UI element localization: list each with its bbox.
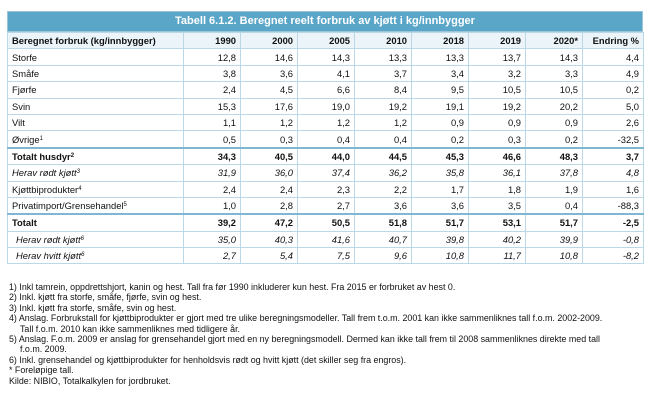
value-cell: 3,7 [583,148,644,165]
value-cell: 3,6 [241,65,298,81]
value-cell: 3,5 [469,197,526,214]
value-cell: 0,4 [526,197,583,214]
value-cell: 0,9 [469,114,526,130]
value-cell: 9,6 [355,248,412,264]
value-cell: 1,0 [184,197,241,214]
header-col: 2010 [355,33,412,49]
value-cell: 10,8 [412,248,469,264]
value-cell: 3,6 [355,197,412,214]
footnote: 2) Inkl. kjøtt fra storfe, småfe, fjørfe, svin og hest. [9,292,202,303]
value-cell: 2,8 [241,197,298,214]
value-cell: 0,2 [526,131,583,148]
value-cell: 12,8 [184,49,241,65]
value-cell: 4,8 [583,165,644,181]
value-cell: 37,8 [526,165,583,181]
footnote-ref: 5 [123,202,127,209]
value-cell: 31,9 [184,165,241,181]
table-row [8,214,644,231]
row-label-text: Småfe [12,67,40,79]
row-label-text: Totalt husdyr [12,150,71,162]
footnote-ref: 1 [39,135,43,142]
footnote-ref: 4 [78,185,82,192]
value-cell: 3,4 [412,65,469,81]
table-row [8,82,644,98]
row-label [8,82,184,98]
row-label [8,181,184,197]
value-cell: 0,9 [412,114,469,130]
row-label-text: Fjørfe [12,84,37,96]
table-row [8,181,644,197]
value-cell: 51,7 [412,214,469,231]
row-label [8,98,184,114]
value-cell: 19,2 [469,98,526,114]
footnote: Tall f.o.m. 2010 kan ikke sammenliknes med tidligere år. [20,323,241,334]
value-cell: 19,1 [412,98,469,114]
value-cell: 1,1 [184,114,241,130]
table-row [8,65,644,81]
value-cell: 3,2 [469,65,526,81]
value-cell: 1,8 [469,181,526,197]
value-cell: 2,4 [184,82,241,98]
value-cell: 1,2 [355,114,412,130]
header-col: 1990 [184,33,241,49]
value-cell: 2,3 [298,181,355,197]
table-row [8,114,644,130]
value-cell: 46,6 [469,148,526,165]
value-cell: 35,0 [184,231,241,247]
value-cell: 1,7 [412,181,469,197]
row-label-text: Svin [12,100,31,112]
table-row [8,148,644,165]
value-cell: 51,7 [526,214,583,231]
value-cell: 3,6 [412,197,469,214]
row-label-text: Totalt [12,217,37,229]
row-label [8,197,184,214]
row-label [8,231,184,247]
value-cell: 37,4 [298,165,355,181]
row-label-text: Herav hvitt kjøtt [16,250,82,262]
row-label-text: Privatimport/Grensehandel [12,200,124,212]
value-cell: 44,5 [355,148,412,165]
table-row [8,248,644,264]
value-cell: 5,4 [241,248,298,264]
header-col: Endring % [583,33,644,49]
value-cell: 1,2 [241,114,298,130]
value-cell: -0,8 [583,231,644,247]
row-label-text: Kjøttbiprodukter [12,183,79,195]
footnote: 3) Inkl. kjøtt fra storfe, småfe, svin og hest. [9,302,177,313]
value-cell: 44,0 [298,148,355,165]
value-cell: 2,7 [184,248,241,264]
table-row [8,197,644,214]
footnote: 1) Inkl tamrein, oppdrettshjort, kanin og hest. Tall fra før 1990 inkluderer kun hest. Fra 2015 er forbruket av hest 0. [9,282,456,292]
footnote: * Foreløpige tall. [9,365,74,376]
value-cell: 50,5 [298,214,355,231]
value-cell: 10,5 [469,82,526,98]
value-cell: 2,2 [355,181,412,197]
value-cell: 45,3 [412,148,469,165]
footnote: 5) Anslag. F.o.m. 2009 er anslag for grensehandel gjort med en ny beregningsmodell. Dermed kan ikke tall frem til 2008 sammenliknes direkte med tall [9,334,600,345]
value-cell: 39,9 [526,231,583,247]
value-cell: 3,3 [526,65,583,81]
value-cell: 40,5 [241,148,298,165]
value-cell: 14,6 [241,49,298,65]
value-cell: 15,3 [184,98,241,114]
value-cell: 8,4 [355,82,412,98]
value-cell: 2,7 [298,197,355,214]
value-cell: 36,2 [355,165,412,181]
value-cell: 35,8 [412,165,469,181]
footnote-ref: 2 [70,152,75,159]
table-body [8,49,644,264]
value-cell: 20,2 [526,98,583,114]
header-col: 2020* [526,33,583,49]
header-label: Beregnet forbruk (kg/innbygger) [8,33,184,49]
row-label-text: Herav rødt kjøtt [16,233,81,245]
value-cell: 36,0 [241,165,298,181]
footnote: 4) Anslag. Forbrukstall for kjøttbiprodukter er gjort med tre ulike beregningsmodeller. Tall frem t.o.m. 2001 kan ikke sammenliknes tall f.o.m. 2002-2009. [9,313,603,324]
table-row [8,98,644,114]
header-row [8,33,644,49]
value-cell: 2,6 [583,114,644,130]
header-col: 2000 [241,33,298,49]
value-cell: -2,5 [583,214,644,231]
value-cell: 53,1 [469,214,526,231]
consumption-table [7,32,644,264]
table-row [8,231,644,247]
row-label [8,165,184,181]
value-cell: 0,2 [412,131,469,148]
value-cell: 2,4 [184,181,241,197]
value-cell: 11,7 [469,248,526,264]
value-cell: 34,3 [184,148,241,165]
value-cell: -88,3 [583,197,644,214]
row-label-text: Øvrige [12,133,40,145]
row-label [8,214,184,231]
value-cell: 40,3 [241,231,298,247]
value-cell: 10,5 [526,82,583,98]
header-col: 2019 [469,33,526,49]
row-label [8,65,184,81]
value-cell: 1,9 [526,181,583,197]
value-cell: 40,2 [469,231,526,247]
row-label [8,131,184,148]
value-cell: 13,3 [355,49,412,65]
value-cell: 48,3 [526,148,583,165]
value-cell: 13,7 [469,49,526,65]
value-cell: 17,6 [241,98,298,114]
value-cell: -32,5 [583,131,644,148]
header-col: 2005 [298,33,355,49]
value-cell: 1,2 [298,114,355,130]
value-cell: 2,4 [241,181,298,197]
value-cell: 0,2 [583,82,644,98]
footnotes [9,282,639,386]
value-cell: 0,9 [526,114,583,130]
value-cell: 7,5 [298,248,355,264]
value-cell: 9,5 [412,82,469,98]
value-cell: 39,8 [412,231,469,247]
value-cell: 19,2 [355,98,412,114]
footnote-ref: 6 [81,252,85,259]
row-label-text: Herav rødt kjøtt [12,167,77,179]
header-col: 2018 [412,33,469,49]
row-label [8,248,184,264]
table-row [8,49,644,65]
value-cell: 4,1 [298,65,355,81]
value-cell: 13,3 [412,49,469,65]
value-cell: 1,6 [583,181,644,197]
value-cell: 36,1 [469,165,526,181]
row-label [8,148,184,165]
value-cell: 19,0 [298,98,355,114]
value-cell: 6,6 [298,82,355,98]
table-row [8,131,644,148]
footnote: 6) Inkl. grensehandel og kjøttbiprodukter for henholdsvis rødt og hvitt kjøtt (det skiller seg fra engros). [9,354,407,365]
value-cell: 4,5 [241,82,298,98]
consumption-table-container [7,11,643,264]
footnote: f.o.m. 2009. [20,344,67,355]
value-cell: 40,7 [355,231,412,247]
row-label [8,114,184,130]
value-cell: 0,5 [184,131,241,148]
value-cell: -8,2 [583,248,644,264]
value-cell: 4,4 [583,49,644,65]
value-cell: 10,8 [526,248,583,264]
table-row [8,165,644,181]
value-cell: 0,3 [469,131,526,148]
value-cell: 0,3 [241,131,298,148]
footnote-ref: 6 [80,235,84,242]
value-cell: 3,8 [184,65,241,81]
value-cell: 39,2 [184,214,241,231]
value-cell: 3,7 [355,65,412,81]
value-cell: 5,0 [583,98,644,114]
value-cell: 14,3 [526,49,583,65]
value-cell: 41,6 [298,231,355,247]
row-label [8,49,184,65]
value-cell: 4,9 [583,65,644,81]
row-label-text: Vilt [12,117,25,129]
row-label-text: Storfe [12,51,38,63]
value-cell: 0,4 [298,131,355,148]
table-title: Tabell 6.1.2. Beregnet reelt forbruk av kjøtt i kg/innbygger [7,11,643,32]
footnote: Kilde: NIBIO, Totalkalkylen for jordbruket. [9,375,171,386]
value-cell: 14,3 [298,49,355,65]
value-cell: 47,2 [241,214,298,231]
footnote-ref: 3 [76,169,80,176]
value-cell: 51,8 [355,214,412,231]
value-cell: 0,4 [355,131,412,148]
